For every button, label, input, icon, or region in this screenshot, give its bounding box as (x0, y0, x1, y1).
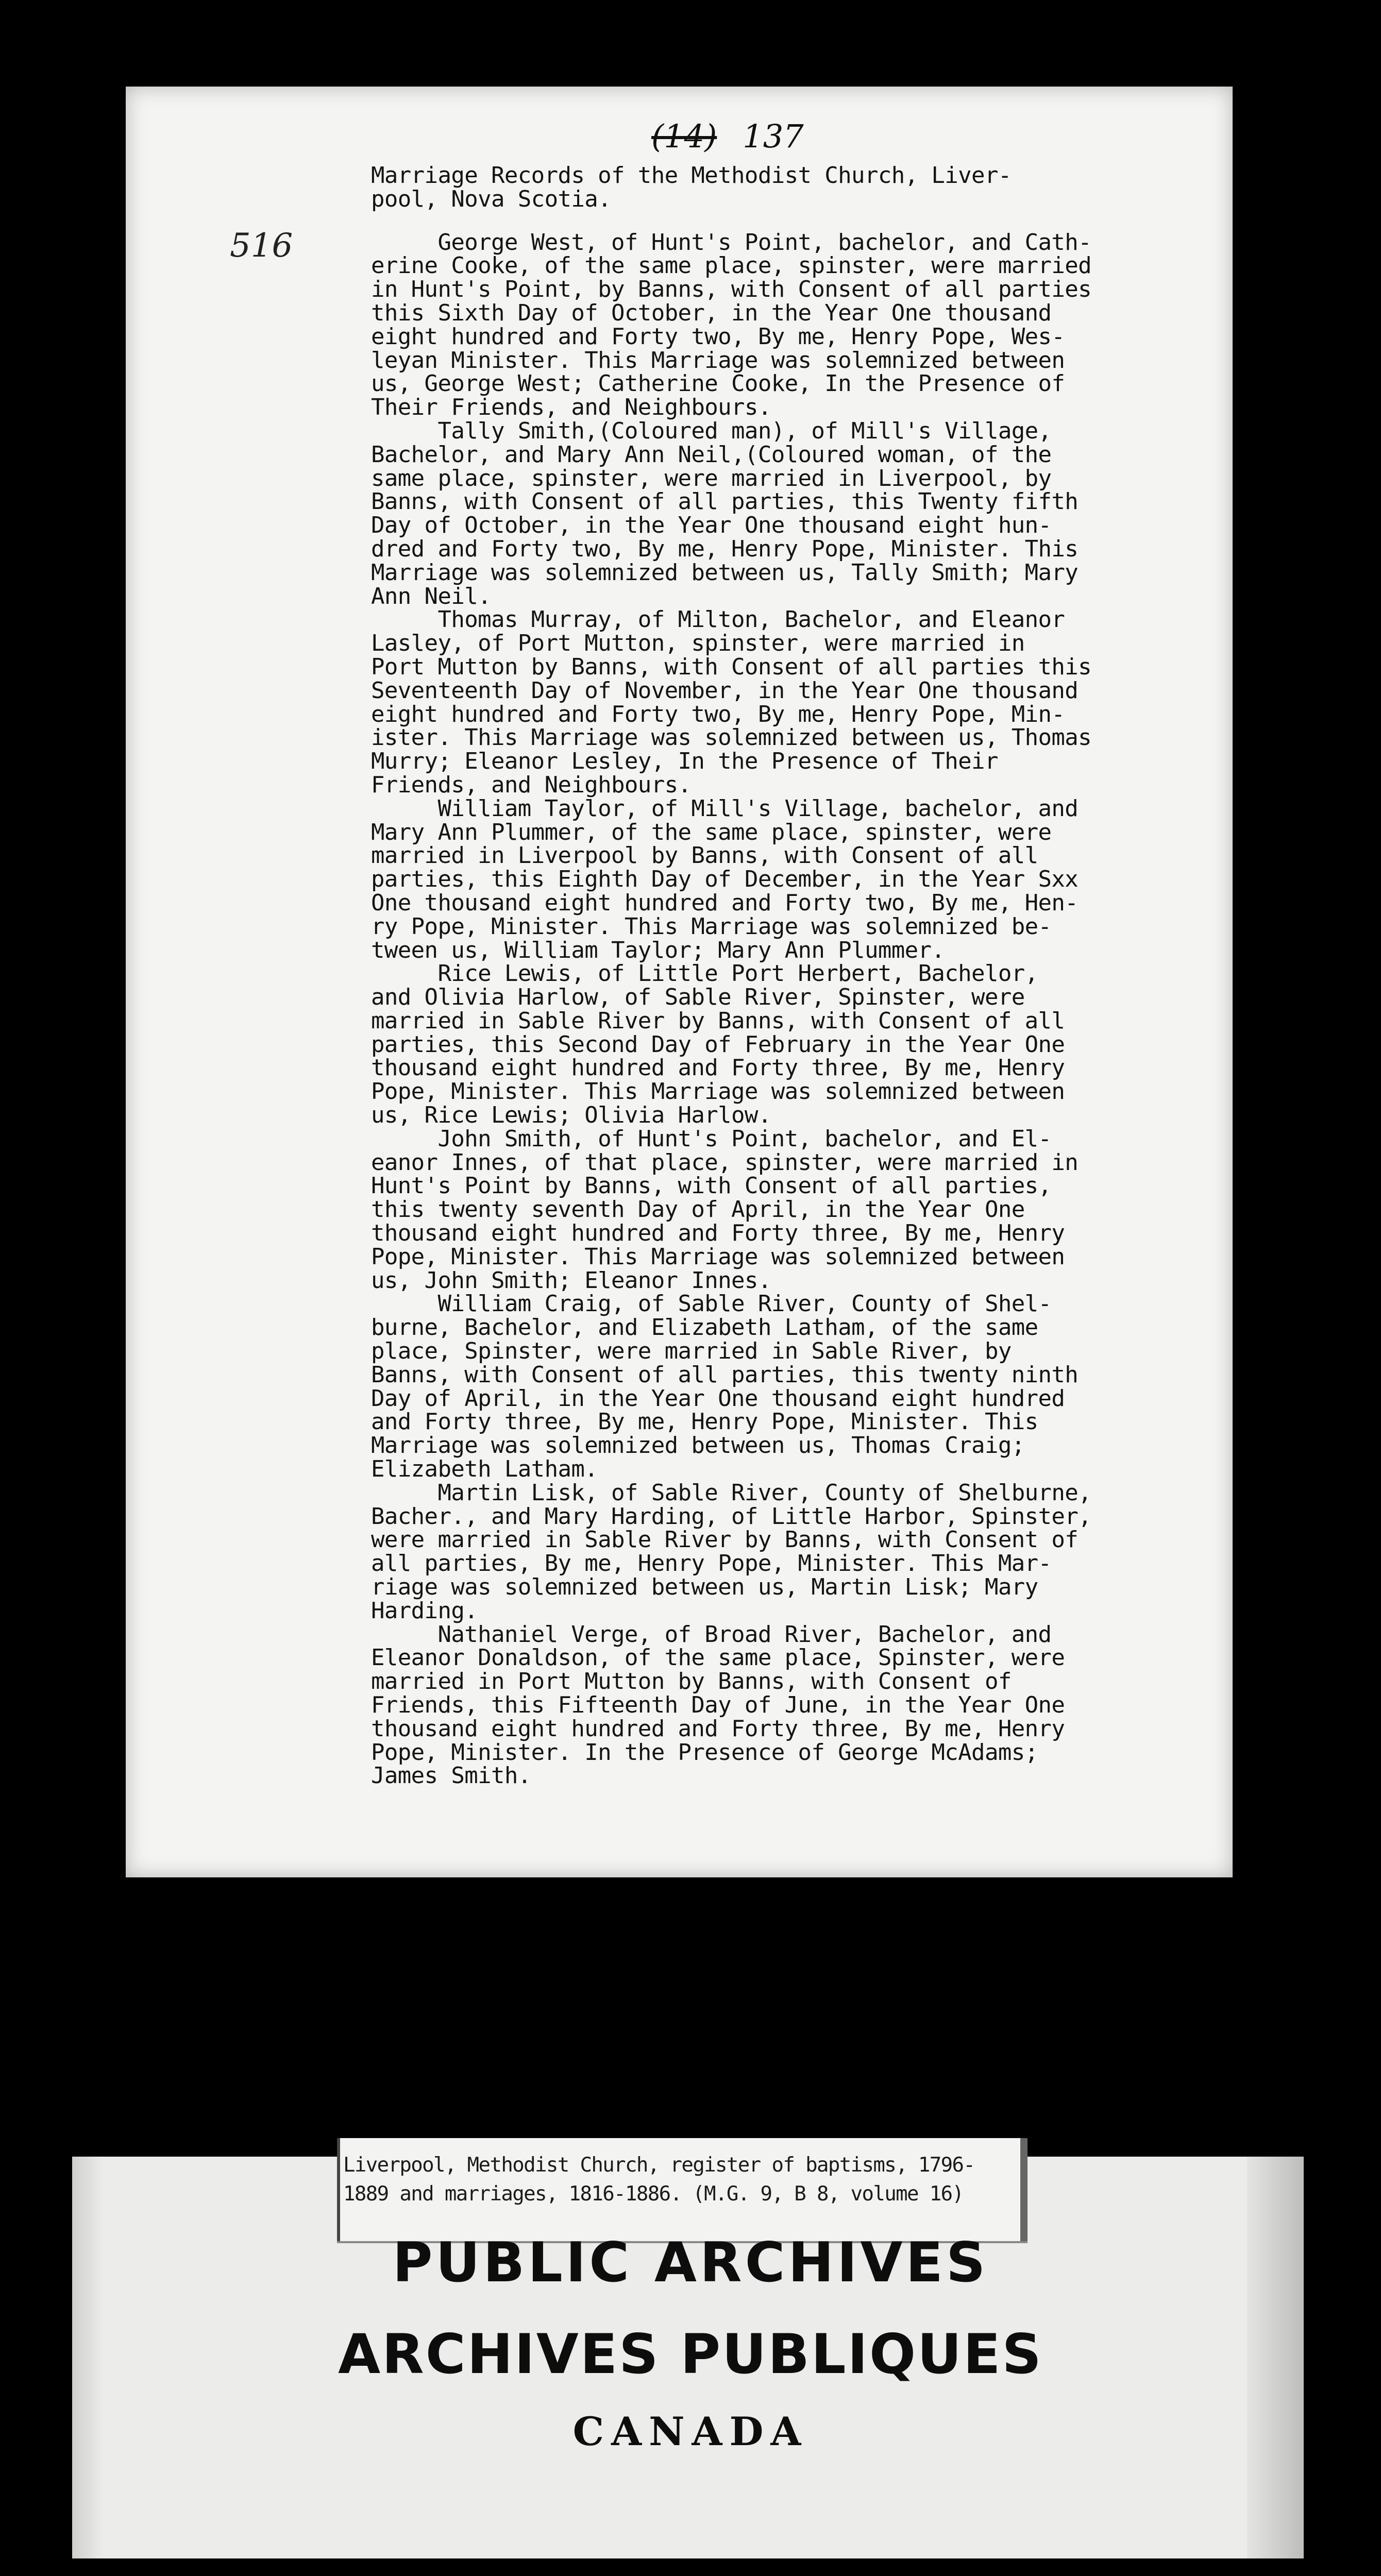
document-line: Pope, Minister. This Marriage was solemnized between (371, 1243, 1065, 1270)
archives-publiques-title: ARCHIVES PUBLIQUES (338, 2323, 1043, 2386)
document-line: Marriage was solemnized between us, Thomas Craig; (371, 1432, 1025, 1459)
document-line: pool, Nova Scotia. (371, 185, 612, 212)
card-label-line: Liverpool, Methodist Church, register of baptisms, 1796- (343, 2154, 975, 2177)
document-line: place, Spinster, were married in Sable River, by (371, 1338, 1012, 1365)
document-line: parties, this Second Day of February in the Year One (371, 1031, 1065, 1058)
document-line: Marriage Records of the Methodist Church, Liver- (371, 162, 1012, 189)
page-number (651, 117, 804, 155)
document-line: eanor Innes, of that place, spinster, were married in (371, 1149, 1079, 1176)
document-line: were married in Sable River by Banns, with Consent of (371, 1527, 1079, 1553)
document-line: eight hundred and Forty two, By me, Henry Pope, Wes- (371, 323, 1065, 350)
document-line: Nathaniel Verge, of Broad River, Bachelor, and (371, 1621, 1052, 1648)
document-line: Elizabeth Latham. (371, 1456, 598, 1483)
document-line: Bacher., and Mary Harding, of Little Harbor, Spinster, (371, 1503, 1092, 1530)
document-line: Tally Smith,(Coloured man), of Mill's Village, (371, 417, 1052, 444)
public-archives-title: PUBLIC ARCHIVES (392, 2231, 989, 2294)
document-line: all parties, By me, Henry Pope, Minister. This Mar- (371, 1550, 1052, 1577)
typed-marriage-records (371, 164, 1149, 1788)
document-line: Friends, this Fifteenth Day of June, in the Year One (371, 1692, 1065, 1718)
document-line: Rice Lewis, of Little Port Herbert, Bachelor, (371, 960, 1038, 987)
document-line: married in Port Mutton by Banns, with Consent of (371, 1668, 1012, 1695)
document-line: Friends, and Neighbours. (371, 771, 692, 798)
document-line: Day of April, in the Year One thousand eight hundred (371, 1385, 1065, 1412)
document-line: Eleanor Donaldson, of the same place, Spinster, were (371, 1645, 1065, 1671)
document-line: tween us, William Taylor; Mary Ann Plummer. (371, 937, 945, 963)
document-line: James Smith. (371, 1762, 531, 1789)
document-line: leyan Minister. This Marriage was solemnized between (371, 347, 1065, 374)
document-line: Port Mutton by Banns, with Consent of all parties this (371, 653, 1092, 680)
canada-title: CANADA (572, 2409, 809, 2454)
card-edge-left (72, 2157, 103, 2558)
document-line: dred and Forty two, By me, Henry Pope, Minister. This (371, 535, 1079, 562)
document-line: Banns, with Consent of all parties, this twenty ninth (371, 1361, 1079, 1388)
document-line: thousand eight hundred and Forty three, By me, Henry (371, 1055, 1065, 1081)
document-line: erine Cooke, of the same place, spinster, were married (371, 252, 1092, 279)
document-line: Murry; Eleanor Lesley, In the Presence of Their (371, 748, 998, 775)
document-line: ry Pope, Minister. This Marriage was solemnized be- (371, 913, 1052, 940)
document-line: William Craig, of Sable River, County of Shel- (371, 1291, 1052, 1317)
document-line: Banns, with Consent of all parties, this Twenty fifth (371, 488, 1079, 515)
crossed-out-page-number: (14) (651, 117, 717, 155)
document-line: Their Friends, and Neighbours. (371, 394, 771, 421)
document-line: this twenty seventh Day of April, in the Year One (371, 1196, 1025, 1223)
document-line: Day of October, in the Year One thousand eight hun- (371, 512, 1052, 539)
document-line: thousand eight hundred and Forty three, By me, Henry (371, 1220, 1065, 1247)
document-line: married in Liverpool by Banns, with Consent of all (371, 842, 1038, 869)
document-line: Pope, Minister. This Marriage was solemnized between (371, 1078, 1065, 1105)
document-line: Harding. (371, 1597, 478, 1624)
document-line: thousand eight hundred and Forty three, By me, Henry (371, 1715, 1065, 1742)
document-line: parties, this Eighth Day of December, in the Year Sxx (371, 866, 1079, 893)
document-line (371, 211, 1149, 231)
card-label-line: 1889 and marriages, 1816-1886. (M.G. 9, B 8, volume 16) (343, 2182, 964, 2206)
document-line: and Olivia Harlow, of Sable River, Spinster, were (371, 984, 1025, 1011)
document-line: William Taylor, of Mill's Village, bachelor, and (371, 795, 1079, 822)
document-line: Bachelor, and Mary Ann Neil,(Coloured woman, of the (371, 441, 1052, 468)
document-line: ister. This Marriage was solemnized between us, Thomas (371, 724, 1092, 751)
document-line: Lasley, of Port Mutton, spinster, were married in (371, 630, 1025, 657)
document-line: Marriage was solemnized between us, Tally Smith; Mary (371, 559, 1079, 586)
document-line: Seventeenth Day of November, in the Year One thousand (371, 677, 1079, 704)
document-line: same place, spinster, were married in Liverpool, by (371, 465, 1052, 492)
document-line: Hunt's Point by Banns, with Consent of all parties, (371, 1173, 1052, 1199)
document-line: Martin Lisk, of Sable River, County of Shelburne, (371, 1479, 1092, 1506)
document-line: riage was solemnized between us, Martin Lisk; Mary (371, 1574, 1038, 1601)
document-line: Ann Neil. (371, 583, 492, 609)
document-line: One thousand eight hundred and Forty two, By me, Hen- (371, 889, 1079, 916)
document-line: Thomas Murray, of Milton, Bachelor, and Eleanor (371, 606, 1065, 633)
document-line: George West, of Hunt's Point, bachelor, and Cath- (371, 229, 1092, 256)
margin-note: 516 (230, 227, 293, 265)
document-line: John Smith, of Hunt's Point, bachelor, and El- (371, 1125, 1052, 1152)
document-line: us, Rice Lewis; Olivia Harlow. (371, 1102, 771, 1129)
document-line: us, George West; Catherine Cooke, In the Presence of (371, 370, 1065, 397)
document-line: married in Sable River by Banns, with Consent of all (371, 1007, 1065, 1034)
document-line: and Forty three, By me, Henry Pope, Minister. This (371, 1409, 1038, 1435)
document-line: burne, Bachelor, and Elizabeth Latham, of the same (371, 1314, 1038, 1341)
document-line: us, John Smith; Eleanor Innes. (371, 1267, 771, 1294)
card-edge-right (1247, 2157, 1304, 2558)
archive-card-label (337, 2138, 1028, 2241)
document-line: eight hundred and Forty two, By me, Henry Pope, Min- (371, 701, 1065, 727)
document-line: Mary Ann Plummer, of the same place, spinster, were (371, 819, 1052, 845)
current-page-number: 137 (743, 117, 804, 155)
document-line: Pope, Minister. In the Presence of George McAdams; (371, 1739, 1038, 1766)
document-line: in Hunt's Point, by Banns, with Consent of all parties (371, 276, 1092, 303)
document-line: this Sixth Day of October, in the Year One thousand (371, 299, 1052, 326)
